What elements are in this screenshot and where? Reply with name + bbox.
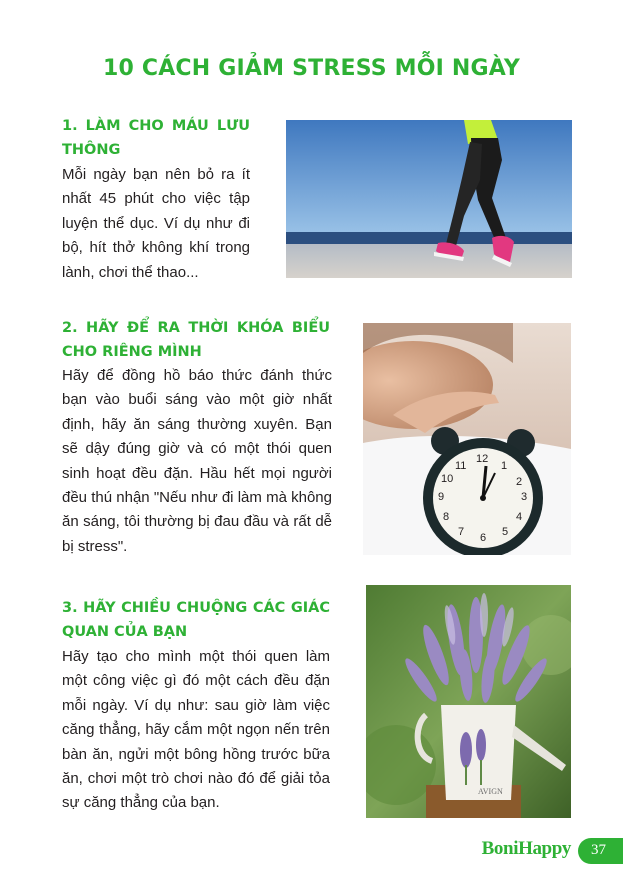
alarm-clock-photo — [363, 323, 571, 555]
section-3-body: Hãy tạo cho mình một thói quen làm một công việc gì đó một cách đều đặn mỗi ngày. Ví dụ như: sau giờ làm việc căng thẳng, hãy cắm một ngọn nến trên bàn ăn, ngửi một bông hồng trước bữa ăn, chơi một trò chơi nào đó để giải tỏa sự căng thẳng của bạn. — [62, 648, 330, 812]
clock-number: 9 — [438, 491, 445, 503]
clock-number: 10 — [441, 473, 454, 485]
section-2-heading: 2. HÃY ĐỂ RA THỜI KHÓA BIỂU CHO RIÊNG MÌNH — [62, 320, 330, 360]
clock-number: 6 — [480, 532, 487, 544]
clock-number: 11 — [455, 460, 467, 472]
clock-number: 2 — [516, 476, 523, 488]
section-1-body: Mỗi ngày bạn nên bỏ ra ít nhất 45 phút cho việc tập luyện thể dục. Ví dụ như đi bộ, hít thở không khí trong lành, chơi thể thao... — [62, 166, 250, 281]
page-number: 37 — [591, 842, 606, 858]
brand-logo: BoniHappy — [481, 838, 571, 859]
lavender-watering-can-photo — [366, 585, 571, 818]
clock-number: 1 — [501, 460, 508, 472]
section-2-body: Hãy để đồng hồ báo thức đánh thức bạn vào buổi sáng vào một giờ nhất định, hãy ăn sáng thường xuyên. Bạn sẽ dậy đúng giờ và có một thói quen sinh hoạt đều đặn. Hầu hết mọi người đều thú nhận "Nếu như đi làm mà không ăn sáng, tôi thường bị đau đầu và rất dễ bị stress". — [62, 367, 332, 555]
page-title: 10 CÁCH GIẢM STRESS MỖI NGÀY — [102, 56, 521, 81]
clock-number: 3 — [521, 491, 528, 503]
clock-number: 5 — [502, 526, 509, 538]
clock-number: 12 — [476, 453, 489, 465]
pot-label: AVIGN — [478, 787, 503, 796]
clock-number: 8 — [443, 511, 450, 523]
clock-number: 7 — [458, 526, 465, 538]
section-1-heading: 1. LÀM CHO MÁU LƯU THÔNG — [62, 118, 250, 158]
clock-number: 4 — [516, 511, 523, 523]
walking-legs-beach-photo — [286, 120, 572, 278]
section-3-heading: 3. HÃY CHIỀU CHUỘNG CÁC GIÁC QUAN CỦA BẠN — [62, 600, 330, 640]
